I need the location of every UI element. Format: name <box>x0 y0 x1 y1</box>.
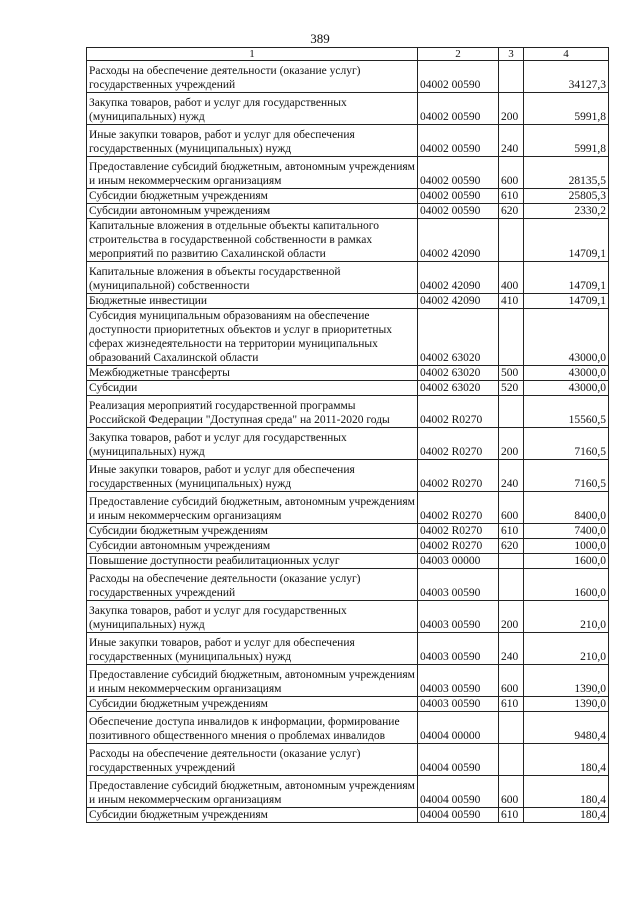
row-vr-cell: 600 <box>499 665 524 697</box>
row-vr-cell <box>499 744 524 776</box>
row-name-cell: Реализация мероприятий государственной программы Российской Федерации "Доступная среда" на 2011-2020 годы <box>87 396 418 428</box>
row-name-cell: Иные закупки товаров, работ и услуг для обеспечения государственных (муниципальных) нужд <box>87 125 418 157</box>
table-row <box>87 61 609 93</box>
row-vr-cell <box>499 396 524 428</box>
table-row <box>87 125 609 157</box>
row-vr-cell: 500 <box>499 366 524 381</box>
row-name-cell: Капитальные вложения в отдельные объекты капитального строительства в государственной собственности в рамках мероприятий по развитию Сахалинской области <box>87 219 418 262</box>
row-name-cell: Расходы на обеспечение деятельности (оказание услуг) государственных учреждений <box>87 61 418 93</box>
row-name-cell: Закупка товаров, работ и услуг для государственных (муниципальных) нужд <box>87 601 418 633</box>
table-row <box>87 294 609 309</box>
row-name-cell: Бюджетные инвестиции <box>87 294 418 309</box>
row-vr-cell <box>499 219 524 262</box>
row-sum-cell: 28135,5 <box>524 157 609 189</box>
row-vr-cell: 200 <box>499 93 524 125</box>
row-code-cell: 04002 R0270 <box>418 524 499 539</box>
row-vr-cell: 610 <box>499 808 524 823</box>
table-row <box>87 665 609 697</box>
row-sum-cell: 43000,0 <box>524 309 609 366</box>
row-code-cell: 04002 R0270 <box>418 539 499 554</box>
row-code-cell: 04004 00590 <box>418 808 499 823</box>
row-sum-cell: 7160,5 <box>524 428 609 460</box>
row-sum-cell: 180,4 <box>524 744 609 776</box>
row-code-cell: 04004 00000 <box>418 712 499 744</box>
row-code-cell: 04003 00590 <box>418 697 499 712</box>
row-vr-cell <box>499 569 524 601</box>
row-vr-cell <box>499 712 524 744</box>
row-code-cell: 04002 R0270 <box>418 428 499 460</box>
row-name-cell: Субсидии бюджетным учреждениям <box>87 697 418 712</box>
table-row <box>87 366 609 381</box>
row-name-cell: Повышение доступности реабилитационных услуг <box>87 554 418 569</box>
row-sum-cell: 210,0 <box>524 601 609 633</box>
row-vr-cell: 410 <box>499 294 524 309</box>
header-col-4: 4 <box>524 48 609 61</box>
table-row <box>87 808 609 823</box>
row-code-cell: 04003 00590 <box>418 633 499 665</box>
row-vr-cell: 240 <box>499 633 524 665</box>
header-col-1: 1 <box>87 48 418 61</box>
row-vr-cell: 200 <box>499 428 524 460</box>
row-name-cell: Расходы на обеспечение деятельности (оказание услуг) государственных учреждений <box>87 744 418 776</box>
row-name-cell: Межбюджетные трансферты <box>87 366 418 381</box>
row-vr-cell: 620 <box>499 204 524 219</box>
row-code-cell: 04002 00590 <box>418 93 499 125</box>
row-code-cell: 04002 42090 <box>418 219 499 262</box>
table-row <box>87 381 609 396</box>
row-sum-cell: 34127,3 <box>524 61 609 93</box>
row-name-cell: Расходы на обеспечение деятельности (оказание услуг) государственных учреждений <box>87 569 418 601</box>
table-row <box>87 712 609 744</box>
row-vr-cell: 610 <box>499 189 524 204</box>
row-vr-cell: 600 <box>499 776 524 808</box>
row-vr-cell: 600 <box>499 157 524 189</box>
table-row <box>87 204 609 219</box>
row-name-cell: Субсидии бюджетным учреждениям <box>87 808 418 823</box>
row-sum-cell: 210,0 <box>524 633 609 665</box>
row-code-cell: 04002 42090 <box>418 294 499 309</box>
row-vr-cell <box>499 554 524 569</box>
table-row <box>87 428 609 460</box>
table-row <box>87 492 609 524</box>
table-row <box>87 157 609 189</box>
row-sum-cell: 5991,8 <box>524 125 609 157</box>
table-row <box>87 189 609 204</box>
row-sum-cell: 43000,0 <box>524 366 609 381</box>
row-sum-cell: 180,4 <box>524 776 609 808</box>
row-sum-cell: 14709,1 <box>524 294 609 309</box>
row-code-cell: 04002 00590 <box>418 125 499 157</box>
table-row <box>87 633 609 665</box>
row-code-cell: 04002 00590 <box>418 157 499 189</box>
row-code-cell: 04002 R0270 <box>418 396 499 428</box>
row-code-cell: 04004 00590 <box>418 744 499 776</box>
row-name-cell: Субсидия муниципальным образованиям на обеспечение доступности приоритетных объектов и услуг в приоритетных сферах жизнедеятельности на территории муниципальных образований Сахалинской области <box>87 309 418 366</box>
row-name-cell: Предоставление субсидий бюджетным, автономным учреждениям и иным некоммерческим организациям <box>87 492 418 524</box>
row-sum-cell: 43000,0 <box>524 381 609 396</box>
row-vr-cell: 240 <box>499 125 524 157</box>
budget-table <box>86 47 609 823</box>
row-sum-cell: 15560,5 <box>524 396 609 428</box>
table-row <box>87 93 609 125</box>
table-row <box>87 744 609 776</box>
row-code-cell: 04002 00590 <box>418 204 499 219</box>
row-code-cell: 04002 63020 <box>418 309 499 366</box>
row-name-cell: Субсидии <box>87 381 418 396</box>
row-code-cell: 04002 63020 <box>418 381 499 396</box>
row-sum-cell: 1390,0 <box>524 697 609 712</box>
row-code-cell: 04003 00590 <box>418 665 499 697</box>
table-row <box>87 569 609 601</box>
page-number: 389 <box>310 31 330 46</box>
row-sum-cell: 180,4 <box>524 808 609 823</box>
row-name-cell: Иные закупки товаров, работ и услуг для обеспечения государственных (муниципальных) нужд <box>87 633 418 665</box>
row-vr-cell: 240 <box>499 460 524 492</box>
table-row <box>87 554 609 569</box>
table-row <box>87 396 609 428</box>
row-name-cell: Предоставление субсидий бюджетным, автономным учреждениям и иным некоммерческим организациям <box>87 157 418 189</box>
table-row <box>87 524 609 539</box>
table-row <box>87 219 609 262</box>
row-name-cell: Предоставление субсидий бюджетным, автономным учреждениям и иным некоммерческим организациям <box>87 776 418 808</box>
row-vr-cell: 520 <box>499 381 524 396</box>
table-row <box>87 309 609 366</box>
row-sum-cell: 8400,0 <box>524 492 609 524</box>
row-vr-cell: 610 <box>499 524 524 539</box>
row-vr-cell <box>499 61 524 93</box>
row-sum-cell: 1600,0 <box>524 554 609 569</box>
row-name-cell: Субсидии бюджетным учреждениям <box>87 189 418 204</box>
header-col-3: 3 <box>499 48 524 61</box>
table-header-row <box>87 48 609 61</box>
row-sum-cell: 14709,1 <box>524 262 609 294</box>
row-vr-cell: 610 <box>499 697 524 712</box>
row-name-cell: Субсидии автономным учреждениям <box>87 539 418 554</box>
table-row <box>87 460 609 492</box>
row-name-cell: Субсидии бюджетным учреждениям <box>87 524 418 539</box>
row-code-cell: 04002 R0270 <box>418 492 499 524</box>
row-name-cell: Субсидии автономным учреждениям <box>87 204 418 219</box>
header-col-2: 2 <box>418 48 499 61</box>
row-sum-cell: 7400,0 <box>524 524 609 539</box>
row-code-cell: 04003 00590 <box>418 601 499 633</box>
row-sum-cell: 14709,1 <box>524 219 609 262</box>
table-row <box>87 601 609 633</box>
row-name-cell: Иные закупки товаров, работ и услуг для обеспечения государственных (муниципальных) нужд <box>87 460 418 492</box>
table-row <box>87 262 609 294</box>
table-row <box>87 697 609 712</box>
row-code-cell: 04004 00590 <box>418 776 499 808</box>
row-name-cell: Закупка товаров, работ и услуг для государственных (муниципальных) нужд <box>87 93 418 125</box>
row-code-cell: 04003 00000 <box>418 554 499 569</box>
row-sum-cell: 5991,8 <box>524 93 609 125</box>
row-sum-cell: 2330,2 <box>524 204 609 219</box>
row-name-cell: Закупка товаров, работ и услуг для государственных (муниципальных) нужд <box>87 428 418 460</box>
row-sum-cell: 1390,0 <box>524 665 609 697</box>
row-vr-cell: 400 <box>499 262 524 294</box>
row-name-cell: Обеспечение доступа инвалидов к информации, формирование позитивного общественного мнения о проблемах инвалидов <box>87 712 418 744</box>
row-vr-cell: 600 <box>499 492 524 524</box>
row-code-cell: 04002 00590 <box>418 61 499 93</box>
row-sum-cell: 1000,0 <box>524 539 609 554</box>
row-code-cell: 04002 R0270 <box>418 460 499 492</box>
row-name-cell: Предоставление субсидий бюджетным, автономным учреждениям и иным некоммерческим организациям <box>87 665 418 697</box>
row-sum-cell: 25805,3 <box>524 189 609 204</box>
row-sum-cell: 9480,4 <box>524 712 609 744</box>
row-vr-cell <box>499 309 524 366</box>
row-code-cell: 04002 63020 <box>418 366 499 381</box>
row-vr-cell: 200 <box>499 601 524 633</box>
row-code-cell: 04003 00590 <box>418 569 499 601</box>
table-row <box>87 776 609 808</box>
row-name-cell: Капитальные вложения в объекты государственной (муниципальной) собственности <box>87 262 418 294</box>
row-vr-cell: 620 <box>499 539 524 554</box>
row-code-cell: 04002 42090 <box>418 262 499 294</box>
table-row <box>87 539 609 554</box>
table-body <box>87 48 609 823</box>
row-sum-cell: 7160,5 <box>524 460 609 492</box>
row-code-cell: 04002 00590 <box>418 189 499 204</box>
row-sum-cell: 1600,0 <box>524 569 609 601</box>
